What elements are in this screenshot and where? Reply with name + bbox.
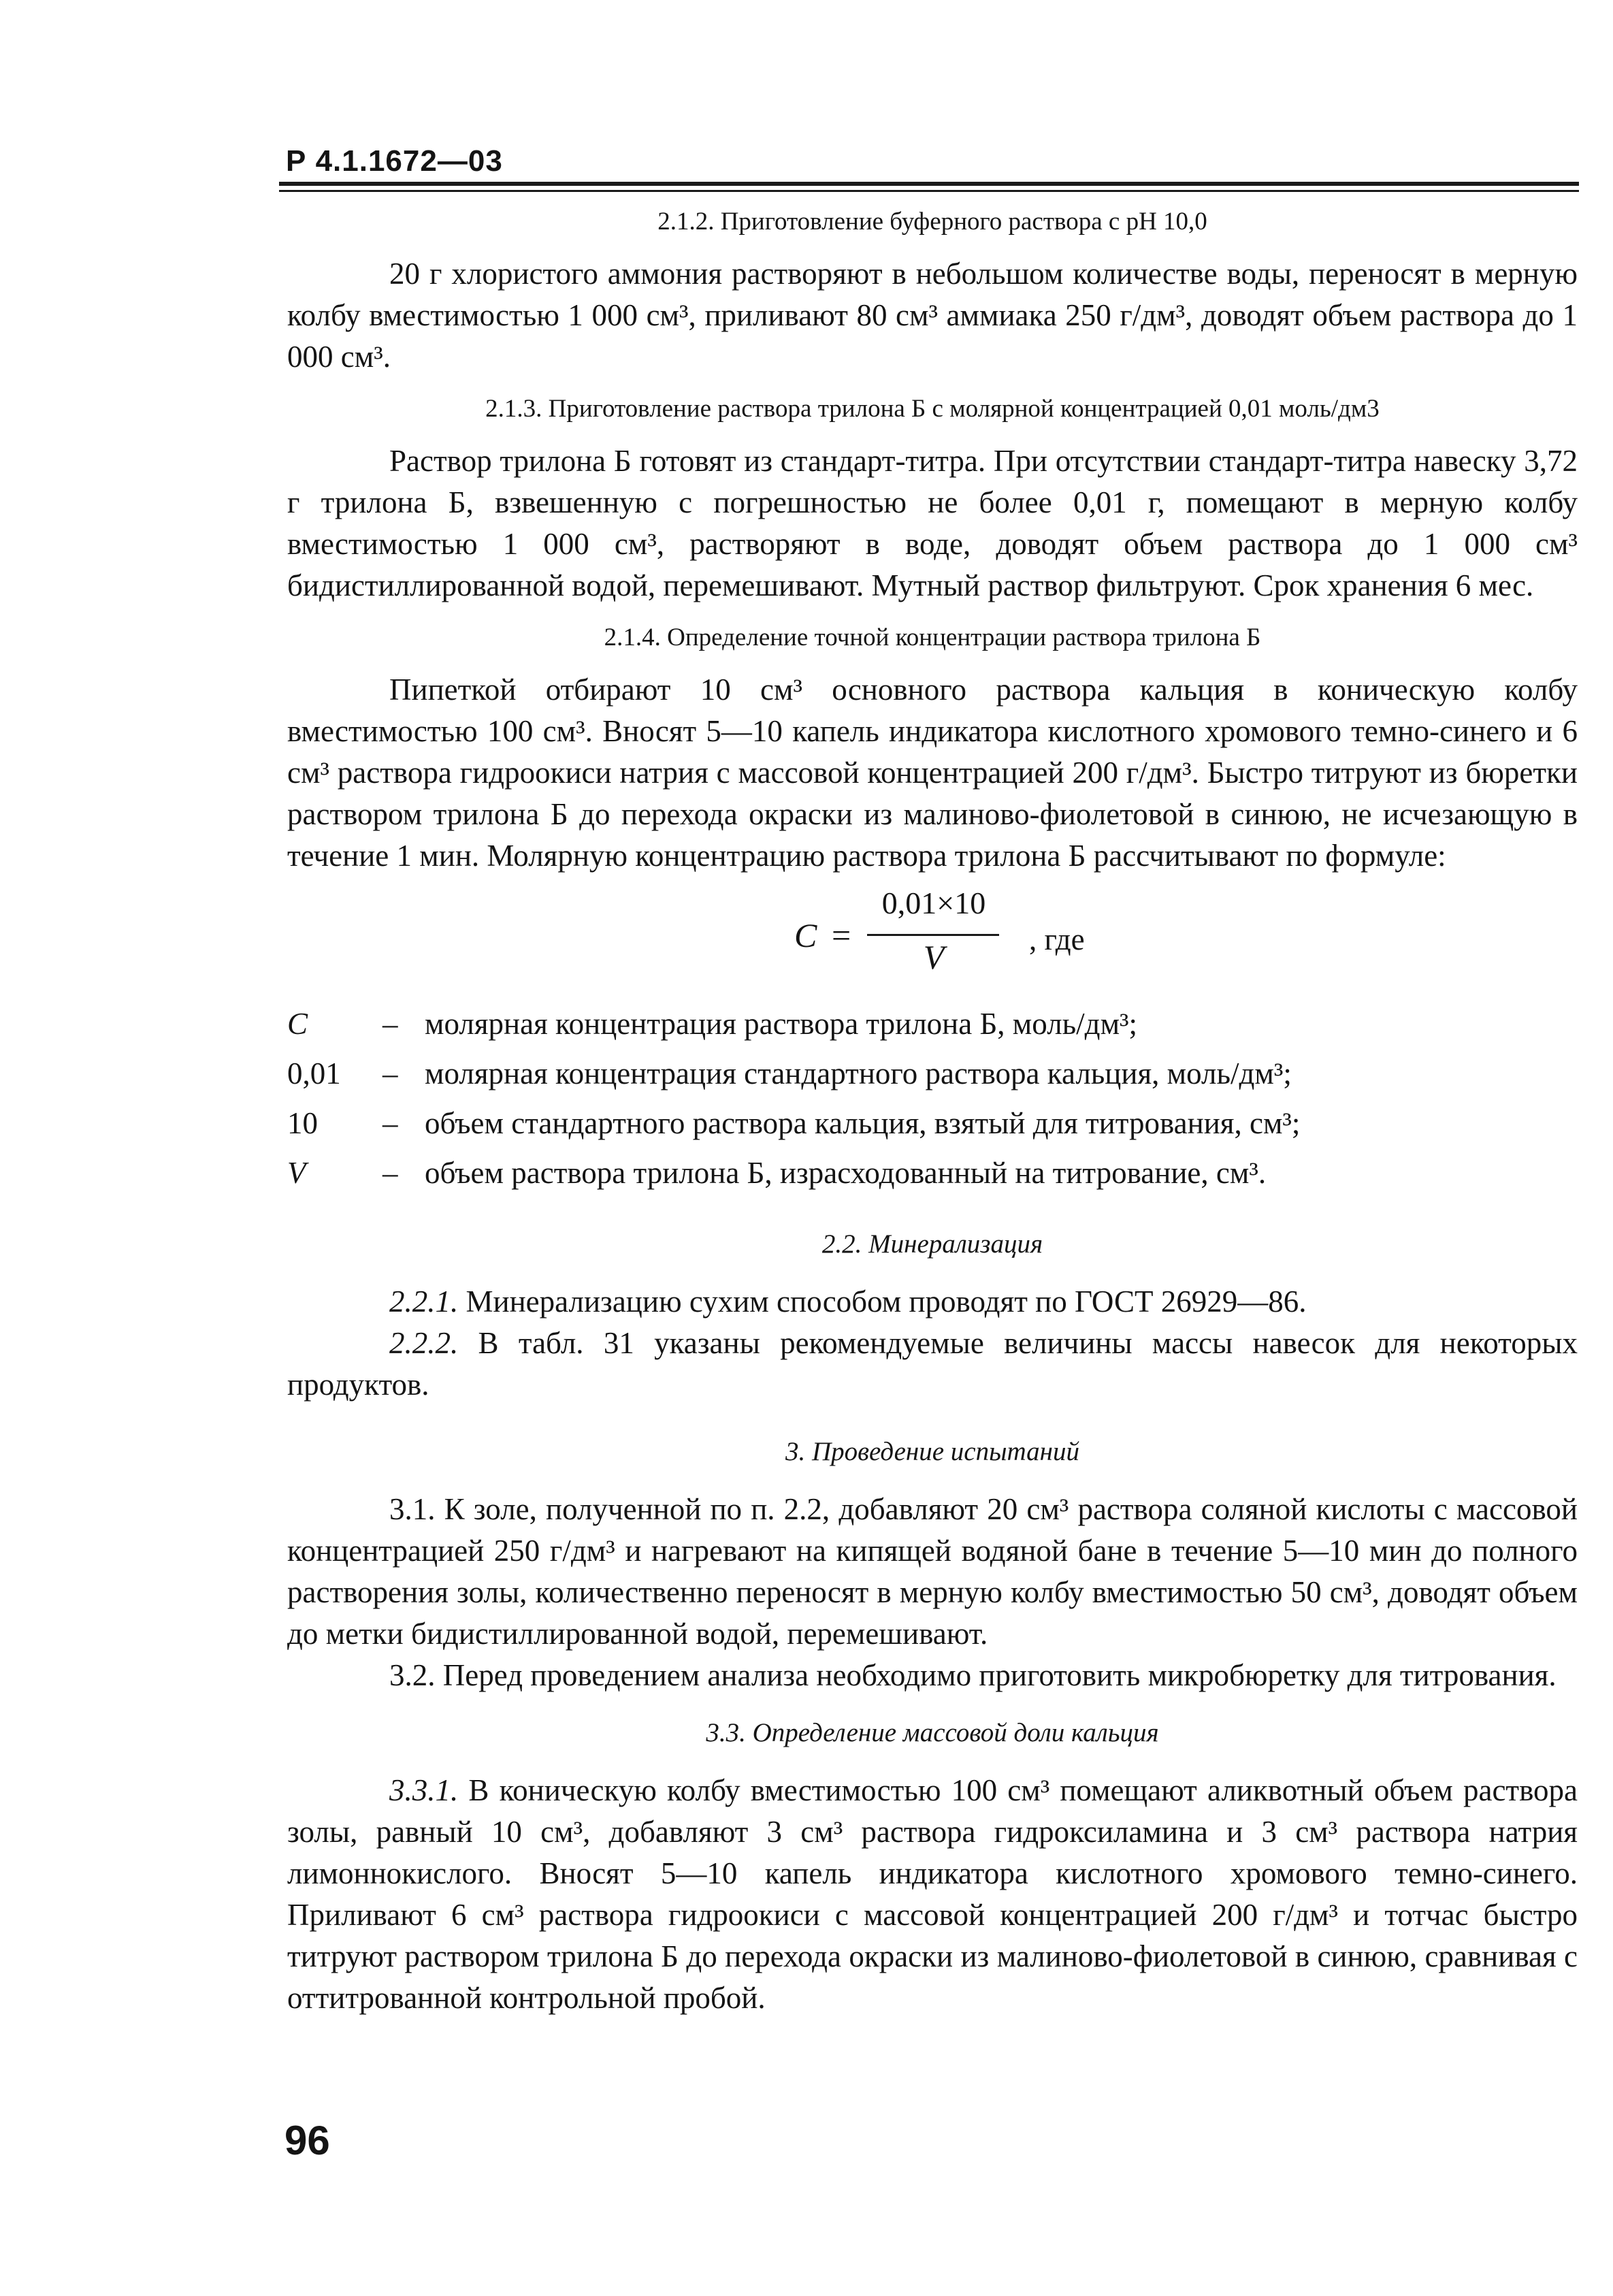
formula-lhs: C (794, 916, 817, 954)
legend-row (287, 1148, 1578, 1198)
heading-3-3: 3.3. Определение массовой доли кальция (706, 1718, 1159, 1747)
legend-symbol: 0,01 (287, 1056, 341, 1090)
paragraph-3-1: 3.1. К золе, полученной по п. 2.2, добавляют 20 см³ раствора соляной кислоты с массовой концентрацией 250 г/дм³ и нагревают на кипящей водяной бане в течение 5—10 мин до полного растворения золы, количественно переносят в мерную колбу вместимостью 50 см³, доводят объем до метки бидистиллированной водой, перемешивают. (287, 1492, 1578, 1651)
header-rule-thick (279, 182, 1579, 186)
paragraph-2-2-2 (287, 1323, 1578, 1406)
paragraph-2-1-4: Пипеткой отбирают 10 см³ основного раствора кальция в коническую колбу вместимостью 100 см³. Вносят 5—10 капель индикатора кислотного хромового темно-синего и 6 см³ раствора гидроокиси натрия с массовой концентрацией 200 г/дм³. Быстро титруют из бюретки раствором трилона Б до перехода окраски из малиново-фиолетовой в синюю, не исчезающую в течение 1 мин. Молярную концентрацию раствора трилона Б рассчитывают по формуле: (287, 673, 1578, 873)
legend-dash: – (382, 1156, 398, 1190)
formula-block (287, 885, 1578, 987)
legend-dash: – (382, 1106, 398, 1140)
paragraph-3-3-1 (287, 1770, 1578, 2019)
page-number: 96 (284, 2118, 330, 2163)
clause-number: 3.3.1. (389, 1773, 459, 1807)
clause-text: Минерализацию сухим способом проводят по ГОСТ 26929—86. (458, 1284, 1307, 1319)
legend-dash: – (382, 1007, 398, 1041)
heading-2-1-4: 2.1.4. Определение точной концентрации раствора трилона Б (604, 624, 1261, 651)
paragraph-3-2: 3.2. Перед проведением анализа необходимо приготовить микробюретку для титрования. (389, 1658, 1557, 1692)
legend-symbol: V (287, 1156, 306, 1190)
paragraph-2-1-3: Раствор трилона Б готовят из стандарт-титра. При отсутствии стандарт-титра навеску 3,72 г трилона Б, взвешенную с погрешностью не более 0,01 г, помещают в мерную колбу вместимостью 1 000 см³, растворяют в воде, доводят объем раствора до 1 000 см³ бидистиллированной водой, перемешивают. Мутный раствор фильтруют. Срок хранения 6 мес. (287, 444, 1578, 602)
clause-text: В коническую колбу вместимостью 100 см³ помещают аликвотный объем раствора золы, равный 10 см³, добавляют 3 см³ раствора гидроксиламина и 3 см³ раствора натрия лимоннокислого. Вносят 5—10 капель индикатора кислотного хромового темно-синего. Приливают 6 см³ раствора гидроокиси с массовой концентрацией 200 г/дм³ и тотчас быстро титруют раствором трилона Б до перехода окраски из малиново-фиолетовой в синюю, сравнивая с оттитрованной контрольной пробой. (287, 1773, 1578, 2015)
formula-equals: = (832, 916, 851, 954)
heading-2-2: 2.2. Минерализация (821, 1229, 1043, 1259)
legend-row (287, 1099, 1578, 1148)
formula-fraction-bar (867, 934, 999, 936)
legend-description: объем стандартного раствора кальция, взятый для титрования, см³; (425, 1106, 1301, 1140)
formula-denominator: V (923, 938, 945, 976)
formula-tail: , где (1029, 922, 1085, 956)
legend-description: молярная концентрация раствора трилона Б, моль/дм³; (425, 1007, 1138, 1041)
document-body (287, 204, 1578, 2019)
legend-description: объем раствора трилона Б, израсходованный на титрование, см³. (425, 1156, 1267, 1190)
clause-number: 2.2.1. (389, 1284, 459, 1319)
paragraph-2-2-1 (287, 1281, 1578, 1323)
legend-row (287, 1049, 1578, 1099)
formula-legend (287, 999, 1578, 1198)
legend-dash: – (382, 1056, 398, 1090)
legend-row (287, 999, 1578, 1049)
legend-symbol: 10 (287, 1106, 318, 1140)
header-rule-thin (279, 190, 1579, 192)
legend-symbol: C (287, 1007, 308, 1041)
heading-3: 3. Проведение испытаний (785, 1437, 1080, 1466)
heading-2-1-3: 2.1.3. Приготовление раствора трилона Б с молярной концентрацией 0,01 моль/дм3 (485, 395, 1380, 423)
formula-numerator: 0,01×10 (881, 886, 986, 920)
clause-text: В табл. 31 указаны рекомендуемые величины массы навесок для некоторых продуктов. (287, 1326, 1578, 1402)
document-code: Р 4.1.1672—03 (286, 144, 503, 178)
paragraph-2-1-2: 20 г хлористого аммония растворяют в небольшом количестве воды, переносят в мерную колбу вместимостью 1 000 см³, приливают 80 см³ аммиака 250 г/дм³, доводят объем раствора до 1 000 см³. (287, 257, 1578, 374)
heading-2-1-2: 2.1.2. Приготовление буферного раствора с pH 10,0 (657, 208, 1207, 236)
legend-description: молярная концентрация стандартного раствора кальция, моль/дм³; (425, 1056, 1292, 1090)
clause-number: 2.2.2. (389, 1326, 459, 1360)
